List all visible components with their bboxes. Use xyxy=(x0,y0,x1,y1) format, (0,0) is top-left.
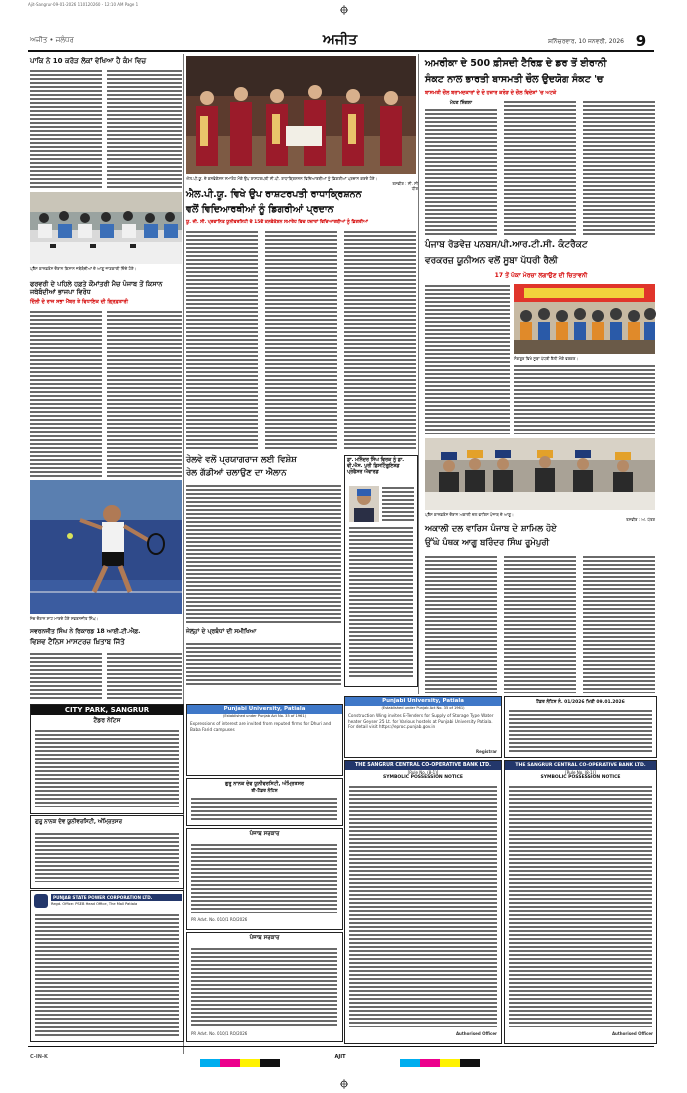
pb-govt-ad xyxy=(186,828,343,930)
top-headline-1: ਅਮਰੀਕਾ ਦੇ 500 ਫ਼ੀਸਦੀ ਟੈਰਿਫ਼ ਦੇ ਡਰ ਤੋਂ ਈਰਾਨੀ xyxy=(425,58,607,69)
registration-mark xyxy=(340,0,348,10)
section-label: ਅਜੀਤ • ਜਲੰਧਰ xyxy=(30,36,74,44)
gndu-ad-body xyxy=(35,832,179,882)
registration-mark xyxy=(340,1074,348,1084)
top-story-body xyxy=(425,108,497,236)
lpu-body xyxy=(186,230,258,450)
lpu-photo-caption: ਐਲ.ਪੀ.ਯੂ. ਦੇ ਕਨਵੋਕੇਸ਼ਨ ਸਮਾਰੋਹ ਮੌਕੇ ਉਪ ਰਾਸ਼ਟਰਪਤੀ ਸੀ.ਪੀ. ਰਾਧਾਕ੍ਰਿਸ਼ਨਨ ਵਿਦਿਆਰਥੀਆਂ ਨੂੰ ਡਿਗਰੀਆਂ ਪ੍ਰਦਾਨ ਕਰਦੇ ਹੋਏ। xyxy=(186,176,378,181)
column-divider xyxy=(418,54,419,694)
punbus-headline-2: ਵਰਕਰਜ਼ ਯੂਨੀਅਨ ਵਲੋਂ ਸੂਬਾ ਪੱਧਰੀ ਰੈਲੀ xyxy=(425,256,558,266)
akali-body xyxy=(504,555,576,693)
bank1-rule: [Rule No. (8-1)] xyxy=(407,770,439,775)
masthead-title: ਅਜੀਤ xyxy=(322,32,358,48)
pspcl-ad-body xyxy=(35,913,179,1037)
top-strap: ਬਾਸਮਤੀ ਚੌਲ ਬਰਾਮਦਕਾਰਾਂ ਦੇ ਦੋ ਹਜ਼ਾਰ ਕਰੋੜ ਦੇ ਚੌਲ ਵਿਦੇਸ਼ਾਂ 'ਚ ਅਟਕੇ xyxy=(425,90,557,96)
pb-govt-body xyxy=(191,843,337,913)
city-park-subtitle: ਟੈਂਡਰ ਨੋਟਿਸ xyxy=(93,717,121,724)
pu2-title: Punjabi University, Patiala xyxy=(187,705,342,714)
pspcl-ad-subtitle: Regd. Office: PSEB Head Office, The Mall Patiala xyxy=(51,902,138,906)
city-park-ad-body xyxy=(35,729,179,807)
pu2-subtitle: (Established under Punjab Act No. 35 of 1961) xyxy=(222,714,307,718)
pu2-body: Expressions of interest are invited from reputed firms for Dhuri and Baba Farid campuses xyxy=(190,721,332,732)
farmers-photo-caption: ਪ੍ਰੈੱਸ ਕਾਨਫ਼ਰੰਸ ਦੌਰਾਨ ਕਿਸਾਨ ਜਥੇਬੰਦੀਆਂ ਦੇ ਆਗੂ ਜਾਣਕਾਰੀ ਦਿੰਦੇ ਹੋਏ। xyxy=(30,266,137,271)
pu-body: Construction Wing invites E-Tenders for Supply of Storage Type Water heater Geyser 25 Lt. for Various hostels at Punjabi University Patiala. For detail visit https://eproc.punjab.gov.in xyxy=(348,713,494,729)
bank2-notice-title: SYMBOLIC POSSESSION NOTICE xyxy=(540,775,621,780)
sports-body xyxy=(30,652,102,700)
lpu-headline-1: ਐਲ.ਪੀ.ਯੂ. ਵਿਖੇ ਉਪ ਰਾਸ਼ਟਰਪਤੀ ਰਾਧਾਕ੍ਰਿਸ਼ਨਨ xyxy=(186,189,362,200)
pr-advt-2: PR Advt. No. 010/1 RO/2026 xyxy=(191,1031,248,1036)
bank2-body xyxy=(509,785,652,1027)
akali-headline-2: ਉੱਘੇ ਪੰਥਕ ਆਗੂ ਬਰਿੰਦਰ ਸਿੰਘ ਰੂਮੇਪੁਰੀ xyxy=(425,538,550,548)
punbus-strap: 17 ਤੋਂ ਪੱਕਾ ਮੋਰਚਾ ਲਗਾਉਣ ਦੀ ਚਿਤਾਵਨੀ xyxy=(494,272,588,279)
akali-headline-1: ਅਕਾਲੀ ਦਲ ਵਾਰਿਸ ਪੰਜਾਬ ਦੇ ਸ਼ਾਮਿਲ ਹੋਏ xyxy=(425,524,557,534)
footer-left-mark: C-IN-K xyxy=(30,1054,48,1060)
rail-headline-1: ਰੇਲਵੇ ਵਲੋਂ ਪ੍ਰਯਾਗਰਾਜ ਲਈ ਵਿਸ਼ੇਸ਼ xyxy=(186,455,297,465)
gndu-etender-ad xyxy=(186,778,343,826)
rail-body xyxy=(186,484,341,624)
print-strip: Ajit-Sangrur-09-01-2026 110120260 - 12:10 AM Page 1 xyxy=(28,2,139,7)
jail-headline: ਜੇਲ੍ਹਾਂ ਦੇ ਪ੍ਰਬੰਧਾਂ ਦੀ ਸਮੀਖਿਆ xyxy=(186,628,257,635)
tennis-photo-caption: ਮੈਚ ਦੌਰਾਨ ਸ਼ਾਟ ਮਾਰਦੇ ਹੋਏ ਸਵਰਨਜੀਤ ਸਿੰਘ। xyxy=(30,616,99,621)
color-bar xyxy=(400,1052,480,1060)
bank2-signatory: Authorised Officer xyxy=(611,1031,653,1036)
akali-body xyxy=(425,555,497,693)
doctor-headline: ਡਾ. ਮਨਿੰਦਰ ਸਿੰਘ ਵਿਰਕ ਨੂੰ ਡਾ. ਵੀ.ਐਸ. ਪੁਰੀ ਡਿਸਟਿੰਗੂਇਸ਼ਡ ਪ੍ਰੋਫੈਸਰ ਐਵਾਰਡ xyxy=(347,458,405,475)
lpu-strap: ਯੂ. ਜੀ. ਸੀ. ਪ੍ਰਵਾਨਿਤ ਯੂਨੀਵਰਸਿਟੀ ਦੇ 15ਵੇਂ ਕਨਵੋਕੇਸ਼ਨ ਸਮਾਰੋਹ ਵਿਚ ਹਜ਼ਾਰਾਂ ਵਿਦਿਆਰਥੀਆਂ ਨੂੰ ਡਿਗਰੀਆਂ xyxy=(186,220,368,225)
top-story-body xyxy=(504,100,576,236)
city-park-ad xyxy=(30,704,184,814)
punbus-body xyxy=(514,364,655,434)
pr-advt-1: PR Advt. No. 010/1 RO/2026 xyxy=(191,917,248,922)
lpu-convocation-photo xyxy=(186,56,416,174)
akali-photo-credit: ਤਸਵੀਰ : ਅ. ਪੱਤਰ xyxy=(626,517,655,522)
pspcl-ad-title: PUNJAB STATE POWER CORPORATION LTD. xyxy=(51,894,182,901)
akali-body xyxy=(583,555,655,693)
akali-photo-caption: ਪ੍ਰੈੱਸ ਕਾਨਫ਼ਰੰਸ ਦੌਰਾਨ ਅਕਾਲੀ ਦਲ ਵਾਰਿਸ ਪੰਜਾਬ ਦੇ ਆਗੂ। xyxy=(425,512,514,517)
bank2-title: THE SANGRUR CENTRAL CO-OPERATIVE BANK LTD. xyxy=(505,761,656,770)
tennis-player-photo xyxy=(30,480,182,614)
pu-title: Punjabi University, Patiala xyxy=(345,697,501,706)
pspcl-logo-icon xyxy=(34,894,48,908)
bank2-rule: [Rule No. (8-1)] xyxy=(565,770,596,775)
header-rule xyxy=(28,50,654,52)
lpu-headline-2: ਵਲੋਂ ਵਿਦਿਆਰਥੀਆਂ ਨੂੰ ਡਿਗਰੀਆਂ ਪ੍ਰਦਾਨ xyxy=(186,204,334,215)
bank1-body xyxy=(349,785,497,1027)
city-park-title: CITY PARK, SANGRUR xyxy=(31,705,183,715)
jail-body xyxy=(186,642,341,686)
gndu-ad xyxy=(30,815,184,889)
akali-press-photo xyxy=(425,438,655,510)
story-2-subhead: ਦਿੱਲੀ ਦੇ ਰਾਜ ਸਭਾ ਮੈਂਬਰ ਤੇ ਵਿਧਾਇਕ ਦੀ ਗ੍ਰਿਫ਼ਤਾਰੀ xyxy=(30,299,128,305)
lpu-body xyxy=(265,230,337,450)
rail-headline-2: ਰੇਲ ਗੱਡੀਆਂ ਚਲਾਉਣ ਦਾ ਐਲਾਨ xyxy=(186,468,287,478)
bank1-notice-title: SYMBOLIC POSSESSION NOTICE xyxy=(383,775,463,780)
doctor-award-box xyxy=(344,455,418,687)
farmers-press-photo xyxy=(30,192,182,264)
punbus-rally-photo xyxy=(514,284,655,354)
bank1-signatory: Authorised Officer xyxy=(455,1031,497,1036)
punjabi-university-ad xyxy=(344,696,502,758)
footer-rule xyxy=(28,1046,654,1047)
punbus-headline-1: ਪੰਜਾਬ ਰੋਡਵੇਜ਼ ਪਨਬਸ/ਪੀ.ਆਰ.ਟੀ.ਸੀ. ਕੰਟਰੈਕਟ xyxy=(425,240,588,250)
small-tender-body xyxy=(509,709,652,753)
pspcl-ad xyxy=(30,890,184,1042)
story-2-body xyxy=(107,310,182,478)
footer-center-mark: AJIT xyxy=(334,1054,346,1060)
gndu-etender-subtitle: ਈ-ਟੈਂਡਰ ਨੋਟਿਸ xyxy=(251,789,278,794)
pb-govt-ad-2 xyxy=(186,932,343,1042)
pb-govt-body-2 xyxy=(191,947,337,1027)
pb-govt-title: ਪੰਜਾਬ ਸਰਕਾਰ xyxy=(249,831,280,837)
doctor-portrait-photo xyxy=(349,486,379,522)
doctor-body xyxy=(382,486,414,522)
sports-headline-2: ਵਿਸ਼ਵ ਟੈਨਿਸ ਮਾਸਟਰਜ਼ ਖ਼ਿਤਾਬ ਜਿੱਤੇ xyxy=(30,638,125,646)
top-headline-2: ਸੰਕਟ ਨਾਲ ਭਾਰਤੀ ਬਾਸਮਤੀ ਚੌਲ ਉਦਯੋਗ ਸੰਕਟ 'ਚ xyxy=(425,74,604,85)
story-1-body xyxy=(30,69,102,189)
top-byline: ਮੋਹਣ ਸਿੰਗਲਾ xyxy=(449,101,473,106)
lpu-photo-credit: ਤਸਵੀਰ : ਸੀ. ਸੀ ਧੀਰ xyxy=(392,181,418,191)
punjabi-university-ad-2 xyxy=(186,704,343,776)
punbus-body xyxy=(425,284,510,434)
sports-body xyxy=(107,652,182,700)
small-tender-notice xyxy=(504,696,657,758)
punbus-photo-caption: ਸੰਗਰੂਰ ਵਿਖੇ ਸੂਬਾ ਪੱਧਰੀ ਰੈਲੀ ਮੌਕੇ ਵਰਕਰ। xyxy=(514,356,579,361)
top-story-body xyxy=(583,100,655,236)
story-1-headline: ਪਾਕਿ ਨੇ 10 ਕਰੋੜ ਲੋਕਾਂ ਵੇਖਿਆ ਹੈ ਕੰਮ ਵਿਚ xyxy=(30,57,147,65)
pu-subtitle: (Established under Punjab Act No. 35 of 1961) xyxy=(381,706,465,710)
bank-possession-notice-2 xyxy=(504,760,657,1044)
lpu-body xyxy=(344,230,416,450)
gndu-etender-body xyxy=(191,797,337,821)
small-tender-title: ਟੈਂਡਰ ਨੋਟਿਸ ਨੰ. 01/2026 ਮਿਤੀ 09.01.2026 xyxy=(536,700,625,705)
pb-govt-title-2: ਪੰਜਾਬ ਸਰਕਾਰ xyxy=(249,935,280,941)
pu-registrar: Registrar xyxy=(476,749,497,754)
gndu-ad-title: ਗੁਰੂ ਨਾਨਕ ਦੇਵ ਯੂਨੀਵਰਸਿਟੀ, ਅੰਮ੍ਰਿਤਸਰ xyxy=(35,819,122,825)
color-bar xyxy=(200,1052,280,1060)
story-1-body xyxy=(107,69,182,189)
story-2-headline: ਫਰਵਰੀ ਦੇ ਪਹਿਲੇ ਹਫ਼ਤੇ ਕੌਮਾਂਤਰੀ ਮੈਚ ਪੰਜਾਬ ਤੋਂ ਕਿਸਾਨ ਜਥੇਬੰਦੀਆਂ ਭਾਜਪਾ ਵਿਰੋਧ xyxy=(30,280,163,296)
page-number: 9 xyxy=(635,32,647,50)
gndu-etender-title: ਗੁਰੂ ਨਾਨਕ ਦੇਵ ਯੂਨੀਵਰਸਿਟੀ, ਅੰਮ੍ਰਿਤਸਰ xyxy=(224,781,305,787)
page-date: ਸ਼ਨਿੱਚਰਵਾਰ, 10 ਜਨਵਰੀ, 2026 xyxy=(547,38,624,45)
bank1-title: THE SANGRUR CENTRAL CO-OPERATIVE BANK LTD. xyxy=(345,761,501,770)
bank-possession-notice-1 xyxy=(344,760,502,1044)
doctor-body xyxy=(349,526,413,678)
sports-headline-1: ਸਵਰਨਜੀਤ ਸਿੰਘ ਨੇ ਰਿਕਾਰਡ 18 ਆਈ.ਟੀ.ਐਫ਼. xyxy=(30,628,141,635)
story-2-body xyxy=(30,310,102,478)
